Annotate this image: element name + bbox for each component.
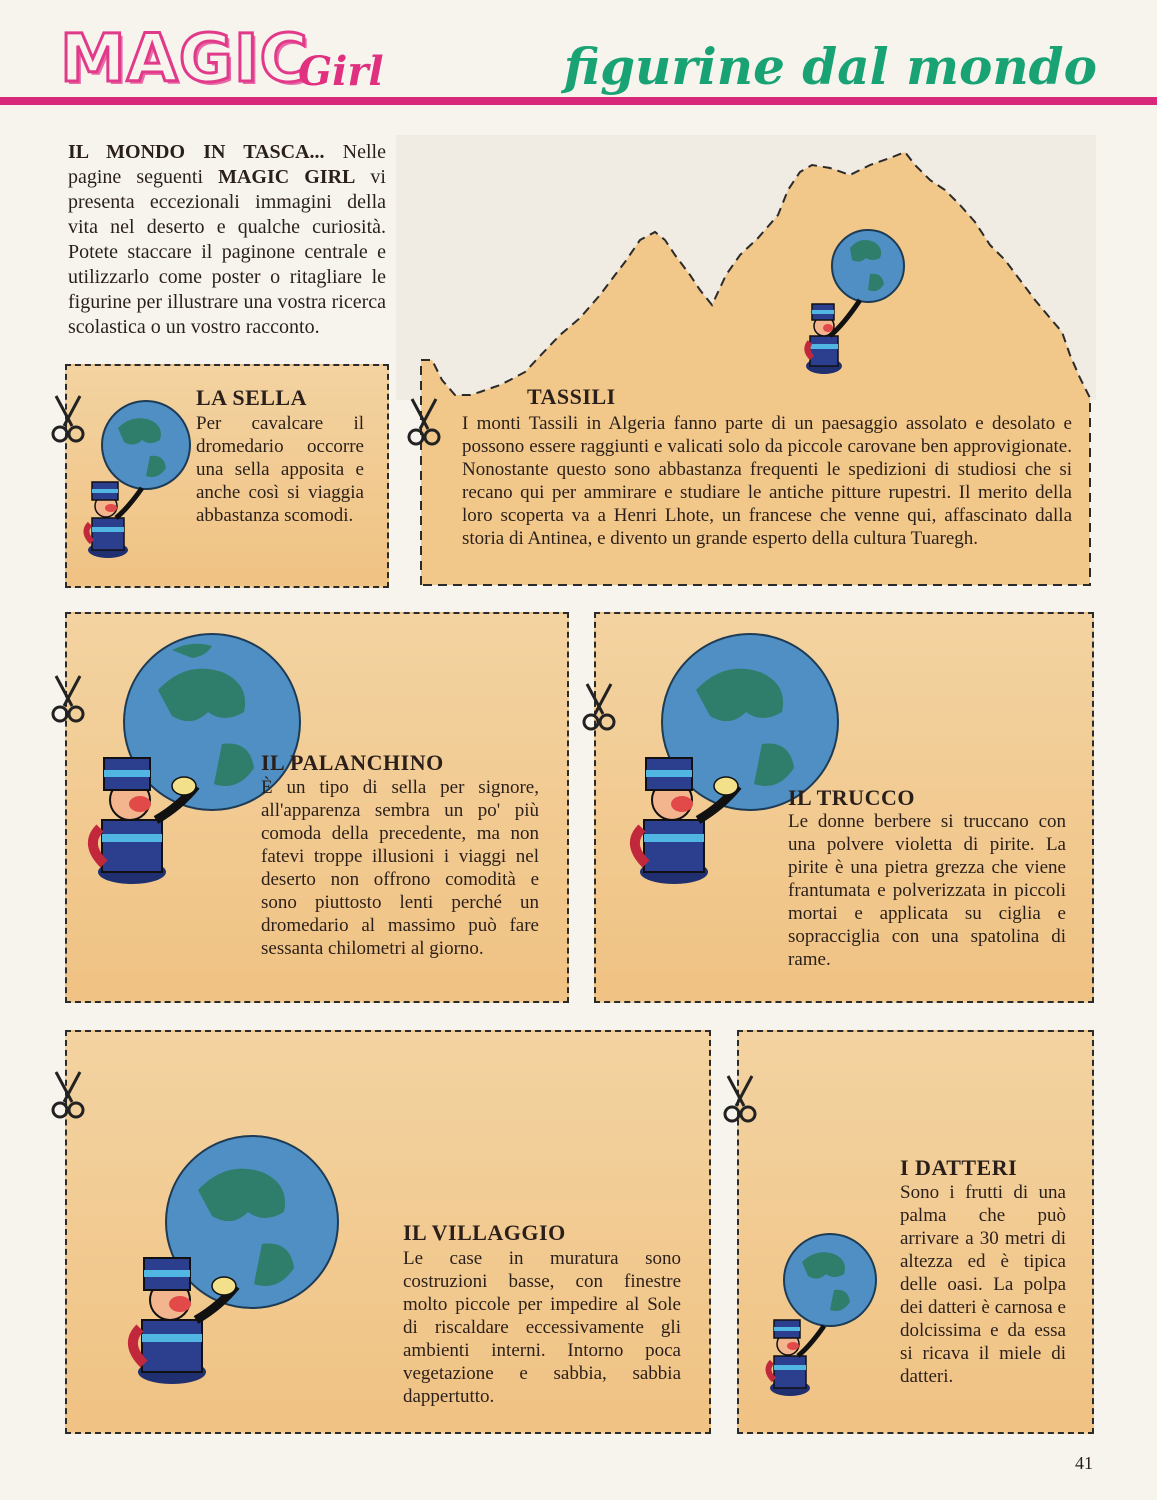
card-text-il-palanchino: È un tipo di sella per signore, all'apparenza sembra un po' più comoda della precedente, ma non fatevi troppe illusioni i viaggi nel deserto non offrono comodità e sono piuttosto lenti perché un dromedario al massimo può fare sessanta chilometri al giorno.: [261, 777, 539, 959]
logo-girl: Girl: [298, 48, 384, 95]
scissors-icon: [718, 1072, 762, 1124]
card-title-i-datteri: I DATTERI: [900, 1155, 1018, 1180]
magician-globe-mascot: [760, 1230, 880, 1400]
card-title-il-trucco: IL TRUCCO: [788, 785, 915, 810]
card-title-il-villaggio: IL VILLAGGIO: [403, 1220, 566, 1245]
intro-brand: MAGIC GIRL: [218, 166, 356, 188]
card-text-i-datteri: Sono i frutti di una palma che può arrivare a 30 metri di altezza ed è tipica delle oasi. La polpa dei datteri è carnosa e dolcissima e da essa si ricava il miele di datteri.: [900, 1182, 1066, 1387]
magician-globe-mascot: [76, 400, 196, 560]
section-title: figurine dal mondo: [563, 37, 1097, 96]
card-text-tassili: I monti Tassili in Algeria fanno parte di un paesaggio assolato e desolato e possono essere raggiunti e valicati solo da piccole carovane ben approvigionate. Nonostante questo sono abbastanza frequenti le spedizioni di studiosi che si recano qui per ammirare e studiare le antiche pitture rupestri. Il merito della loro scoperta va a Henri Lhote, un francese che venne qui, affascinato dalla storia di Antinea, e divento un grande esperto della cultura Tuaregh.: [462, 413, 1072, 549]
card-text-il-villaggio: Le case in muratura sono costruzioni basse, con finestre molto piccole per impedire al Sole di riscaldare eccessivamente gli ambienti interni. Intorno poca vegetazione e sabbia, sabbia dappertutto.: [403, 1248, 681, 1407]
scissors-icon: [402, 395, 446, 447]
card-text-la-sella: Per cavalcare il dromedario occorre una sella apposita e anche così si viaggia abbastanza scomodi.: [196, 413, 364, 526]
intro-lead: IL MONDO IN TASCA...: [68, 141, 325, 163]
card-title-il-palanchino: IL PALANCHINO: [261, 750, 444, 775]
scissors-icon: [46, 1068, 90, 1120]
intro-text-1: Nelle pagine seguenti: [68, 141, 386, 188]
magician-globe-mascot: [800, 218, 910, 378]
logo-magic: MAGIC: [60, 20, 309, 97]
card-text-il-trucco: Le donne berbere si truccano con una polvere violetta di pirite. La pirite è una pietra grezza che viene frantumata e polverizzata in piccoli mortai e applicata su ciglia e sopracciglia con una spatolina di rame.: [788, 811, 1066, 970]
card-title-tassili: TASSILI: [527, 384, 616, 409]
card-title-la-sella: LA SELLA: [196, 385, 307, 410]
intro-text-2: vi presenta eccezionali immagini della vita nel deserto e qualche curiosità. Potete staccare il paginone centrale e utilizzarlo come poster o ritagliare le figurine per illustrare una vostra ricerca scolastica o un vostro racconto.: [68, 166, 386, 338]
page-number: 41: [1075, 1453, 1093, 1473]
scissors-icon: [577, 680, 621, 732]
magician-globe-mascot: [112, 1128, 342, 1388]
